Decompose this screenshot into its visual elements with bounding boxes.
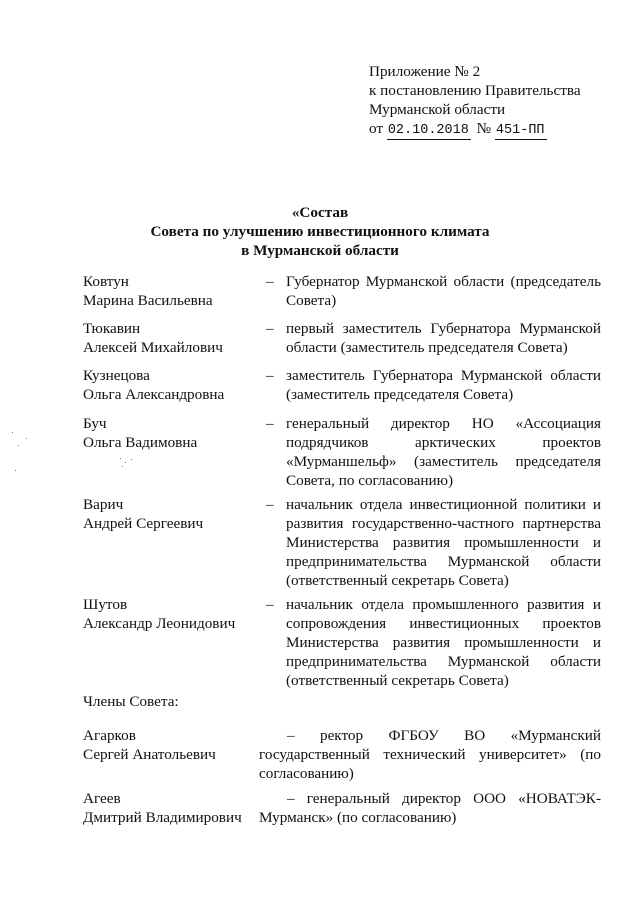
title-line-2: Совета по улучшению инвестиционного климата	[150, 223, 490, 240]
surname: Варич	[83, 496, 124, 513]
title-line-3: в Мурманской области	[241, 242, 399, 259]
given-names: Александр Леонидович	[83, 615, 236, 632]
person-name	[83, 726, 263, 764]
number-prefix: №	[476, 120, 492, 137]
surname: Кузнецова	[83, 367, 150, 384]
dash: –	[266, 415, 274, 432]
dash: –	[266, 367, 274, 384]
appendix-region: Мурманской области	[369, 101, 506, 118]
appendix-header	[369, 62, 619, 140]
surname: Шутов	[83, 596, 128, 613]
person-name	[83, 789, 263, 827]
given-names: Марина Васильевна	[83, 292, 213, 309]
dash: –	[266, 273, 274, 290]
resolution-number: 451-ПП	[495, 123, 547, 140]
title-line-1: «Состав	[291, 204, 349, 221]
role-description: начальник отдела инвестиционной политики и развития государственно-частного партнерства Министерства развития промышленности и предпринимательства Мурманской области (ответственный секретарь Совета)	[286, 496, 601, 589]
role-description: заместитель Губернатора Мурманской области (заместитель председателя Совета)	[286, 367, 601, 403]
surname: Ковтун	[83, 273, 129, 290]
person-name	[83, 595, 263, 633]
given-names: Сергей Анатольевич	[83, 746, 216, 763]
date-prefix: от	[369, 120, 384, 137]
role-description: начальник отдела промышленного развития и сопровождения инвестиционных проектов Министерства развития промышленности и предпринимательства Мурманской области (ответственный секретарь Совета)	[286, 596, 601, 689]
person-name	[83, 495, 263, 533]
surname: Буч	[83, 415, 107, 432]
surname: Агарков	[83, 727, 136, 744]
role-description: Губернатор Мурманской области (председатель Совета)	[286, 273, 601, 309]
given-names: Ольга Вадимовна	[83, 434, 198, 451]
given-names: Алексей Михайлович	[83, 339, 223, 356]
role-description	[259, 789, 601, 827]
role-description: первый заместитель Губернатора Мурманской области (заместитель председателя Совета)	[286, 320, 601, 356]
person-name	[83, 272, 263, 310]
appendix-date-line	[369, 119, 619, 140]
document-title	[0, 203, 640, 260]
person-name	[83, 366, 263, 404]
dash: –	[266, 320, 274, 337]
surname: Агеев	[83, 790, 121, 807]
role-description	[259, 726, 601, 783]
appendix-number: Приложение № 2	[369, 63, 481, 80]
appendix-resolution-ref: к постановлению Правительства	[369, 82, 581, 99]
given-names: Ольга Александровна	[83, 386, 225, 403]
resolution-date: 02.10.2018	[387, 123, 469, 138]
surname: Тюкавин	[83, 320, 141, 337]
dash: –	[266, 596, 274, 613]
dash: –	[266, 496, 274, 513]
dash: –	[287, 727, 295, 744]
person-name	[83, 319, 263, 357]
person-name	[83, 414, 263, 452]
dash: –	[287, 790, 295, 807]
members-heading: Члены Совета:	[83, 693, 179, 710]
given-names: Дмитрий Владимирович	[83, 809, 242, 826]
role-text: генеральный директор ООО «НОВАТЭК-Мурманск» (по согласованию)	[259, 790, 601, 826]
given-names: Андрей Сергеевич	[83, 515, 204, 532]
role-text: ректор ФГБОУ ВО «Мурманский государственный технический университет» (по согласованию)	[259, 727, 601, 782]
role-description: генеральный директор НО «Ассоциация подрядчиков арктических проектов «Мурманшельф» (заместитель председателя Совета, по согласованию)	[286, 415, 601, 489]
